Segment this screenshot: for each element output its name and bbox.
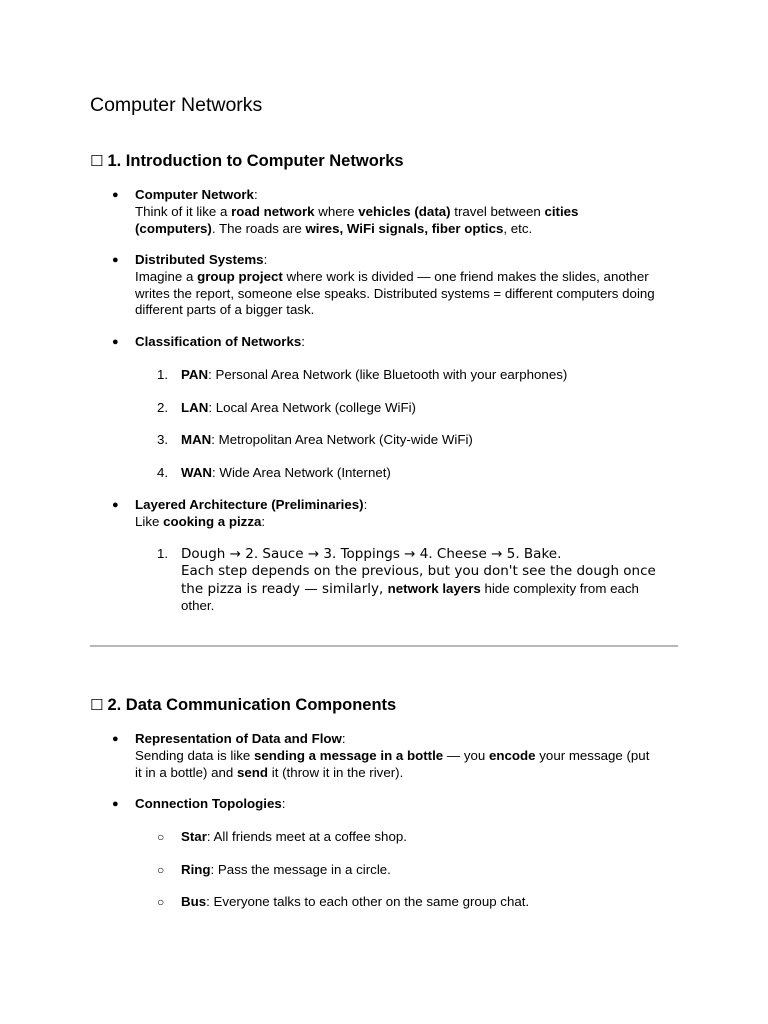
topologies-item	[135, 796, 680, 813]
layered-architecture-item	[135, 497, 680, 531]
text: , etc.	[503, 220, 533, 236]
colon: :	[263, 252, 268, 267]
bullet-icon: ●	[112, 336, 119, 348]
text: where	[314, 203, 359, 219]
text: : Metropolitan Area Network (City-wide WiFi)	[211, 432, 473, 447]
bullet-icon: ●	[112, 189, 119, 201]
list-number: 4.	[157, 465, 169, 480]
list-item-bus	[181, 894, 681, 911]
computer-network-item	[135, 187, 680, 237]
text: travel between	[450, 203, 545, 219]
list-number: 3.	[157, 432, 169, 447]
section2-heading	[90, 695, 396, 715]
text-line: writes the report, someone else speaks. Distributed systems = different computers doing	[135, 285, 655, 301]
term: Ring	[181, 862, 211, 877]
bold-text: sending a message in a bottle	[254, 747, 444, 763]
bullet-icon: ●	[112, 733, 119, 745]
text: it in a bottle) and	[135, 764, 238, 780]
text: Think of it like a	[135, 203, 232, 219]
colon: :	[301, 334, 305, 349]
text: Like	[135, 513, 164, 529]
horizontal-rule	[90, 645, 678, 647]
colon: :	[363, 497, 368, 512]
text: : Personal Area Network (like Bluetooth with your earphones)	[208, 367, 568, 382]
bold-text: network layers	[387, 580, 481, 596]
text: it (throw it in the river).	[268, 764, 404, 780]
list-item-star	[181, 829, 681, 846]
bold-text: wires, WiFi signals, fiber optics	[305, 220, 504, 236]
steps-line: Dough → 2. Sauce → 3. Toppings → 4. Cheese → 5. Bake.	[181, 546, 562, 562]
text: : Local Area Network (college WiFi)	[208, 400, 416, 415]
document-title: Computer Networks	[90, 94, 263, 116]
term: Distributed Systems	[135, 252, 264, 267]
bold-text: cooking a pizza	[163, 513, 262, 529]
text: : All friends meet at a coffee shop.	[206, 829, 407, 844]
classification-item	[135, 334, 680, 351]
steps-line: Each step depends on the previous, but you don't see the dough once	[181, 562, 656, 579]
term: MAN	[181, 432, 212, 447]
list-item-lan	[181, 400, 681, 417]
bold-text: road network	[231, 203, 315, 219]
circle-bullet-icon: ○	[157, 830, 165, 844]
text: Sending data is like	[135, 747, 255, 763]
text: — you	[443, 747, 490, 763]
checkbox-glyph-icon: ☐	[90, 152, 104, 170]
term: LAN	[181, 400, 209, 415]
colon: :	[341, 731, 346, 746]
list-item-ring	[181, 862, 681, 879]
text: :	[261, 513, 266, 529]
bullet-icon: ●	[112, 499, 119, 511]
text: . The roads are	[211, 220, 306, 236]
checkbox-glyph-icon: ☐	[90, 696, 104, 714]
text: where work is divided — one friend makes the slides, another	[282, 268, 649, 284]
term: PAN	[181, 367, 209, 382]
term: Representation of Data and Flow	[135, 731, 342, 746]
bold-text: (computers)	[135, 220, 212, 236]
section1-heading	[90, 151, 404, 171]
text: your message (put	[535, 747, 650, 763]
list-item-pan	[181, 367, 681, 384]
bold-text: cities	[544, 203, 579, 219]
text: : Everyone talks to each other on the same group chat.	[206, 894, 530, 909]
text: Imagine a	[135, 268, 198, 284]
colon: :	[253, 187, 258, 202]
term: Star	[181, 829, 207, 844]
text: the pizza is ready — similarly,	[181, 580, 388, 597]
bold-text: encode	[489, 747, 536, 763]
circle-bullet-icon: ○	[157, 895, 165, 909]
text-line: other.	[181, 597, 215, 613]
term: Classification of Networks	[135, 334, 302, 349]
section1-heading-text: 1. Introduction to Computer Networks	[107, 152, 404, 170]
term: Computer Network	[135, 187, 254, 202]
bold-text: vehicles (data)	[358, 203, 451, 219]
distributed-systems-item	[135, 252, 680, 319]
text: hide complexity from each	[480, 580, 639, 596]
list-item-wan	[181, 465, 681, 482]
term: Connection Topologies	[135, 796, 282, 811]
text: : Wide Area Network (Internet)	[212, 465, 391, 480]
bullet-icon: ●	[112, 798, 119, 810]
circle-bullet-icon: ○	[157, 863, 165, 877]
list-number: 1.	[157, 367, 169, 382]
term: Layered Architecture (Preliminaries)	[135, 497, 364, 512]
list-number: 1.	[157, 546, 169, 561]
section2-heading-text: 2. Data Communication Components	[107, 696, 397, 714]
bold-text: group project	[197, 268, 283, 284]
list-number: 2.	[157, 400, 169, 415]
representation-item	[135, 731, 680, 781]
pizza-steps	[181, 546, 681, 614]
list-item-man	[181, 432, 681, 449]
bold-text: send	[237, 764, 269, 780]
text-line: different parts of a bigger task.	[135, 302, 315, 318]
colon: :	[281, 796, 286, 811]
term: WAN	[181, 465, 213, 480]
text: : Pass the message in a circle.	[210, 862, 391, 877]
term: Bus	[181, 894, 207, 909]
bullet-icon: ●	[112, 254, 119, 266]
